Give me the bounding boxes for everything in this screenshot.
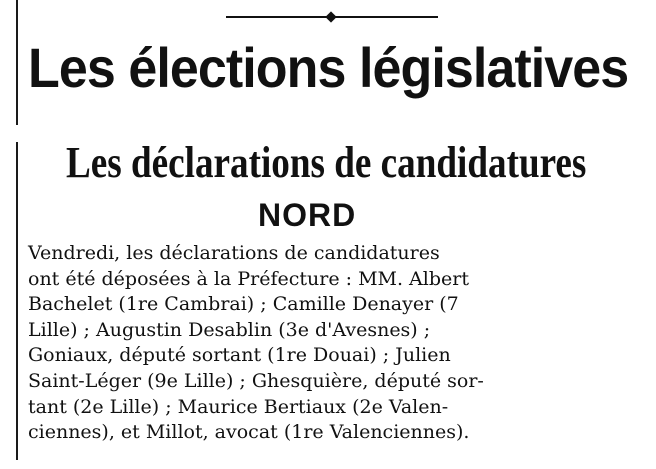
divider-ornament <box>226 12 438 22</box>
body-line: Bachelet (1re Cambrai) ; Camille Denayer (7 <box>28 293 459 316</box>
headline: Les élections législatives <box>28 36 629 99</box>
article-body <box>28 241 628 446</box>
body-line: Goniaux, député sortant (1re Douai) ; Julien <box>28 344 451 367</box>
body-line: Vendredi, les déclarations de candidatures <box>28 242 440 264</box>
body-line: Lille) ; Augustin Desablin (3e d'Avesnes) ; <box>28 318 431 341</box>
body-line: tant (2e Lille) ; Maurice Bertiaux (2e Valen- <box>28 395 449 418</box>
column-rule-top <box>16 0 18 125</box>
region-heading: NORD <box>258 197 357 233</box>
body-line: ont été déposées à la Préfecture : MM. Albert <box>28 267 469 290</box>
body-line: Saint-Léger (9e Lille) ; Ghesquière, député sor- <box>28 369 484 392</box>
diamond-icon <box>325 11 336 22</box>
body-line: ciennes), et Millot, avocat (1re Valenciennes). <box>28 421 470 444</box>
column-rule-bottom <box>16 142 18 460</box>
subheadline: Les déclarations de candidatures <box>66 138 587 187</box>
